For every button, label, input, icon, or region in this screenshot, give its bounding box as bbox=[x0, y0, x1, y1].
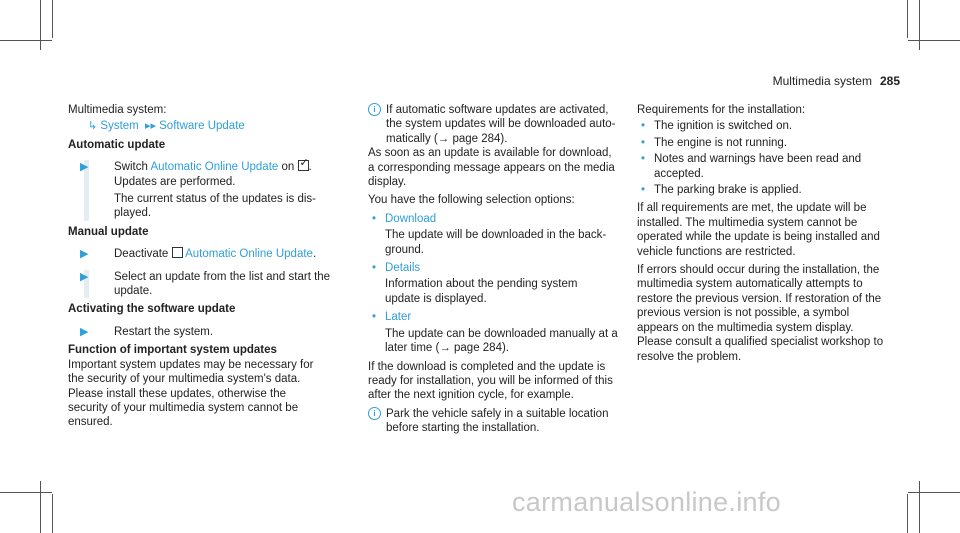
crop-mark bbox=[907, 494, 908, 533]
step-auto-switch: Switch Automatic Online Update on ✓ . bbox=[114, 157, 312, 174]
watermark: carmanualsonline.info bbox=[512, 487, 781, 517]
heading-activating: Activating the software update bbox=[68, 303, 236, 316]
path-system[interactable]: System bbox=[100, 120, 139, 133]
step-arrow-icon: ▶ bbox=[80, 270, 89, 283]
req-item: • The engine is not running. bbox=[641, 136, 787, 149]
heading-function: Function of important system updates bbox=[68, 344, 277, 357]
step-auto-status-1: The current status of the updates is dis- bbox=[114, 193, 316, 206]
note-auto-download: i If automatic software updates are activated, the system updates will be downloaded auto- matically (→ page 284). bbox=[368, 103, 630, 146]
req-item: • The ignition is switched on. bbox=[641, 120, 793, 133]
info-icon: i bbox=[368, 407, 381, 420]
crop-mark bbox=[52, 0, 53, 38]
bullet: • bbox=[372, 262, 377, 275]
page-number: 285 bbox=[879, 74, 900, 88]
column-1: Multimedia system: ↳ System ▸▸ Software Update Automatic update ▶ Switch Automatic Online Update on ✓ . Updates are performed. The current status of the updates is dis- played. Manual update ▶ Deactivate Automatic Online Update. ▶ Select an update from the list and start the update. Activating the software update ▶ Restart the system. Function of important system updates Important system updates may be necessary for the security of your multimedia system's data. Please install these updates, otherwise the security of your multimedia system cannot be ensured. bbox=[68, 103, 358, 430]
checkbox-checked-icon: ✓ bbox=[299, 157, 309, 170]
section-title: Multimedia system bbox=[772, 74, 872, 88]
step-auto-status-2: played. bbox=[114, 207, 152, 220]
crop-mark bbox=[40, 0, 41, 50]
path-chevron-icon: ▸▸ bbox=[141, 120, 160, 133]
bullet: • bbox=[641, 120, 646, 133]
bullet: • bbox=[641, 184, 646, 197]
crop-mark bbox=[40, 481, 41, 533]
bullet: • bbox=[372, 212, 377, 225]
crop-mark bbox=[908, 492, 960, 493]
step-restart: ▶ Restart the system. bbox=[80, 325, 214, 338]
menu-path bbox=[68, 119, 358, 133]
step-manual-select: ▶ Select an update from the list and start the update. bbox=[80, 270, 331, 298]
auto-online-update-link-2[interactable]: Automatic Online Update bbox=[185, 248, 313, 261]
option-details: • Details Information about the pending system update is displayed. bbox=[372, 262, 578, 305]
heading-automatic-update: Automatic update bbox=[68, 138, 166, 151]
path-arrow-icon: ↳ bbox=[88, 120, 98, 133]
step-auto bbox=[80, 157, 358, 221]
note-park: i Park the vehicle safely in a suitable location before starting the installation. bbox=[368, 407, 630, 436]
auto-online-update-link[interactable]: Automatic Online Update bbox=[150, 161, 279, 174]
crop-mark bbox=[0, 40, 52, 41]
crop-mark bbox=[908, 40, 960, 41]
step-arrow-icon: ▶ bbox=[80, 248, 89, 261]
bullet: • bbox=[372, 311, 377, 324]
req-item: • The parking brake is applied. bbox=[641, 184, 802, 197]
bullet: • bbox=[641, 153, 646, 166]
step-arrow-icon: ▶ bbox=[80, 325, 89, 338]
crop-mark bbox=[919, 0, 920, 50]
step-arrow-icon: ▶ bbox=[80, 161, 89, 174]
intro: Multimedia system: bbox=[68, 104, 167, 116]
step-manual-deactivate: ▶ Deactivate Automatic Online Update. bbox=[80, 248, 317, 261]
step-auto-result: Updates are performed. bbox=[114, 175, 236, 188]
column-2: i If automatic software updates are activated, the system updates will be downloaded auto- matically (→ page 284). As soon as an update is available for download, a corresponding message appears on the media display. You have the following selection options: • Download The update will be downloaded in the back- ground. • Details Information about the pending system update is displayed. • Later The update can be downloaded manually at a later time (→ page 284). If the download is completed and the update is ready for installation, you will be informed of this after the next ignition cycle, for example. i Park the vehicle safely in a suitable location before starting the installation. bbox=[368, 103, 630, 436]
path-software-update[interactable]: Software Update bbox=[159, 120, 245, 133]
column-3: Requirements for the installation: • The ignition is switched on. • The engine is not running. • Notes and warnings have been read and accepted. • The parking brake is applied. If all requirements are met, the update will be installed. The multimedia system cannot be operated while the update is being installed and vehicle functions are restricted. If errors should occur during the installation, the multimedia system automatically attempts to restore the previous version. If restoration of the previous version is not possible, a symbol appears on the multimedia system display. Please consult a qualified specialist workshop to resolve the problem. bbox=[637, 103, 899, 364]
crop-mark bbox=[0, 492, 52, 493]
req-item: • Notes and warnings have been read and accepted. bbox=[641, 153, 862, 180]
checkbox-empty-icon bbox=[172, 247, 183, 258]
crop-mark bbox=[52, 494, 53, 533]
info-icon: i bbox=[368, 103, 381, 116]
option-download: • Download The update will be downloaded in the back- ground. bbox=[372, 212, 607, 256]
bullet: • bbox=[641, 136, 646, 149]
crop-mark bbox=[907, 0, 908, 38]
page-header bbox=[773, 74, 900, 88]
heading-manual-update: Manual update bbox=[68, 225, 149, 238]
crop-mark bbox=[919, 481, 920, 533]
option-later: • Later The update can be downloaded manually at a later time (→ page 284). bbox=[372, 311, 618, 355]
